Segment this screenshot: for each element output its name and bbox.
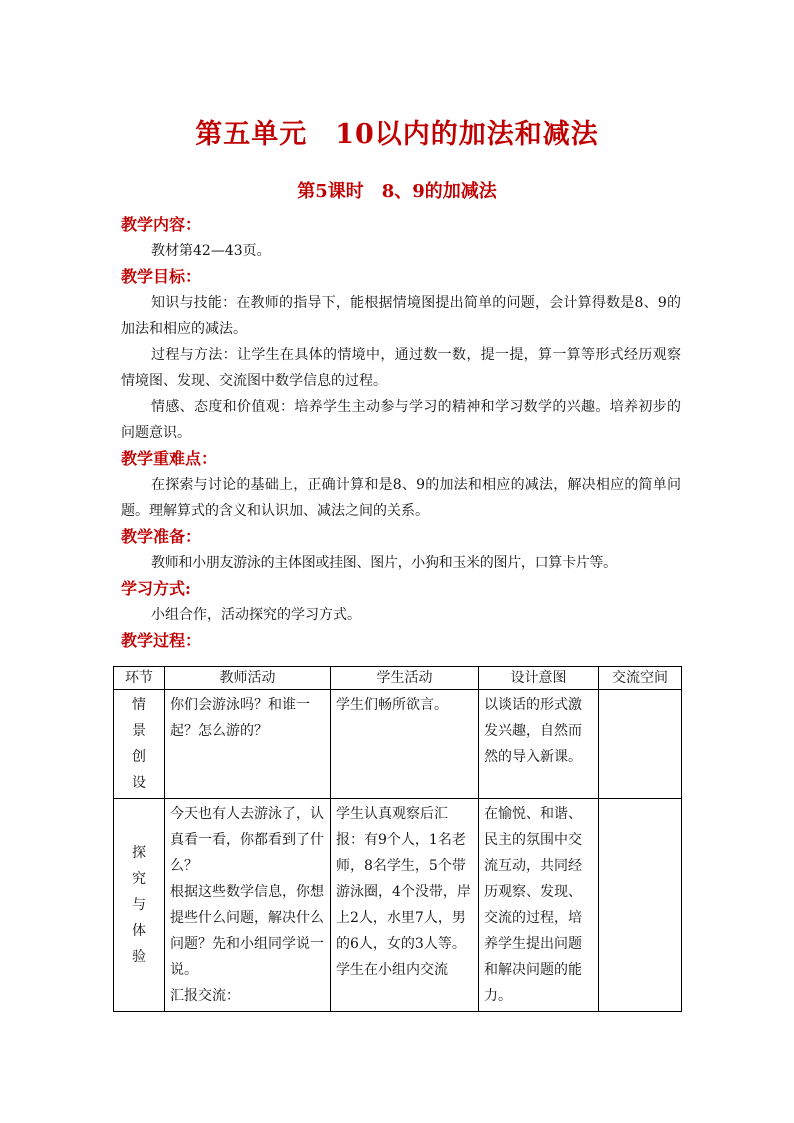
header-teacher: 教师活动 [165, 667, 331, 690]
section-heading-learning-style: 学习方式: [121, 579, 191, 598]
design-intent-cell: 以谈话的形式激发兴趣，自然而然的导入新课。 [479, 690, 599, 799]
stage-char: 情 [132, 697, 146, 713]
section-heading-process: 教学过程： [121, 631, 202, 650]
stage-char: 探 [132, 845, 146, 861]
section-heading-content: 教学内容： [121, 215, 202, 234]
stage-cell [114, 690, 165, 799]
lesson-subtitle: 第5课时 8、9的加减法 [297, 181, 497, 202]
lesson-content [121, 212, 681, 654]
process-table [113, 666, 682, 1012]
keypoints-text: 在探索与讨论的基础上，正确计算和是8、9的加法和相应的减法，解决相应的简单问题。理解算式的含义和认识加、减法之间的关系。 [121, 477, 681, 519]
header-space: 交流空间 [599, 667, 682, 690]
table-header-row [114, 667, 682, 690]
section-heading-goals: 教学目标： [121, 267, 202, 286]
section-heading-keypoints: 教学重难点： [121, 449, 218, 468]
learning-style-text: 小组合作，活动探究的学习方式。 [151, 607, 361, 623]
stage-char: 创 [132, 749, 146, 765]
student-activity-cell: 学生们畅所欲言。 [331, 690, 479, 799]
goal-process: 过程与方法：让学生在具体的情境中，通过数一数，提一提，算一算等形式经历观察情境图、发现、交流图中数学信息的过程。 [121, 347, 681, 389]
section-heading-preparation: 教学准备： [121, 527, 202, 546]
unit-title: 第五单元 10以内的加法和减法 [195, 119, 599, 150]
content-text: 教材第42—43页。 [151, 243, 271, 259]
header-stage: 环节 [114, 667, 165, 690]
design-intent-cell: 在愉悦、和谐、民主的氛围中交流互动，共同经历观察、发现、交流的过程，培养学生提出问题和解决问题的能力。 [479, 799, 599, 1012]
teacher-activity-cell: 今天也有人去游泳了，认真看一看，你都看到了什么？ 根据这些数学信息，你想提些什么问题，解决什么问题？先和小组同学说一说。 汇报交流： [165, 799, 331, 1012]
goal-knowledge: 知识与技能：在教师的指导下，能根据情境图提出简单的问题，会计算得数是8、9的加法和相应的减法。 [121, 295, 681, 337]
stage-cell [114, 799, 165, 1012]
stage-char: 验 [132, 949, 146, 965]
exchange-space-cell [599, 690, 682, 799]
student-activity-cell: 学生认真观察后汇报：有9个人，1名老师，8名学生，5个带游泳圈，4个没带，岸上2人，水里7人，男的6人，女的3人等。 学生在小组内交流 [331, 799, 479, 1012]
teacher-activity-cell: 你们会游泳吗？和谁一起？怎么游的？ [165, 690, 331, 799]
exchange-space-cell [599, 799, 682, 1012]
goal-attitude: 情感、态度和价值观：培养学生主动参与学习的精神和学习数学的兴趣。培养初步的问题意识。 [121, 399, 681, 441]
preparation-text: 教师和小朋友游泳的主体图或挂图、图片，小狗和玉米的图片，口算卡片等。 [151, 555, 617, 571]
table-row [114, 690, 682, 799]
stage-char: 体 [132, 923, 146, 939]
header-intent: 设计意图 [479, 667, 599, 690]
header-student: 学生活动 [331, 667, 479, 690]
stage-char: 设 [132, 775, 146, 791]
stage-char: 景 [132, 723, 146, 739]
stage-char: 究 [132, 871, 146, 887]
table-row [114, 799, 682, 1012]
stage-char: 与 [132, 897, 146, 913]
